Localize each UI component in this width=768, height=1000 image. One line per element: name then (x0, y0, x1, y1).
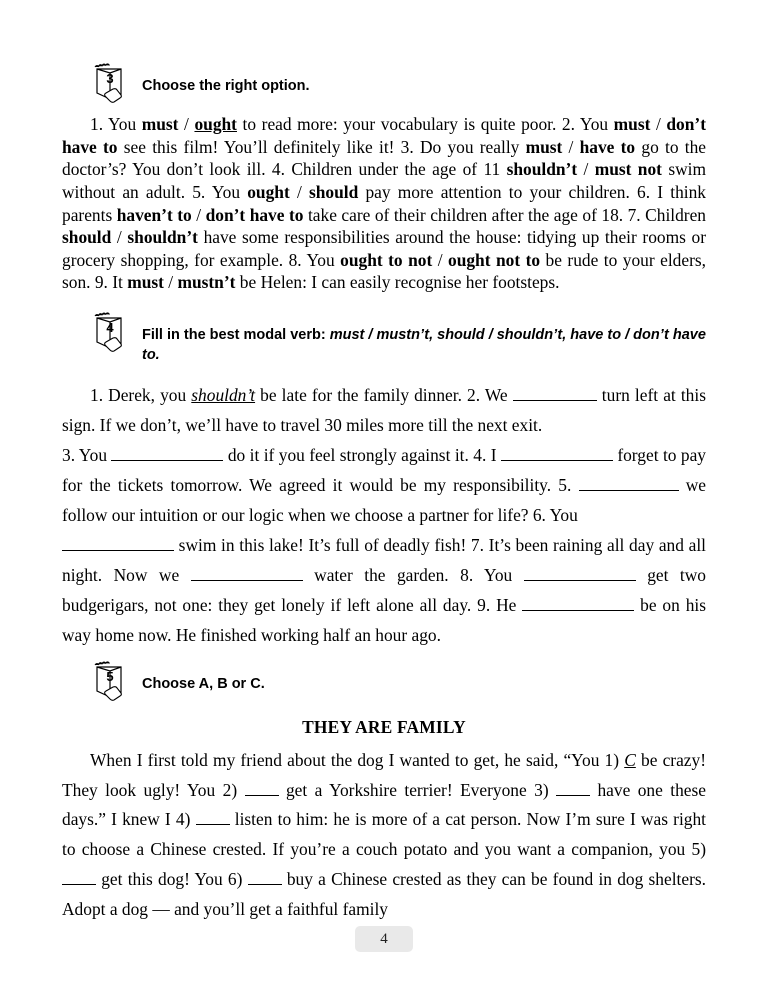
answer-blank[interactable] (522, 610, 634, 611)
t: / (163, 272, 178, 293)
t: be on his way home now. He finished working half an hour ago. (62, 594, 706, 645)
svg-text:4: 4 (106, 320, 114, 335)
t: buy a Chinese crested as they can be found in dog shelters. Adopt a dog — and you’ll get a faithful family (62, 869, 706, 920)
t: shouldn’t (127, 227, 198, 248)
notepad-hand-icon (90, 63, 134, 107)
exercise-4-header (62, 312, 706, 365)
exercise-4-title-plain: Fill in the best modal verb: (142, 327, 330, 343)
t: must (613, 114, 651, 134)
t: get this dog! You 6) (96, 869, 248, 890)
t: 3. You (62, 445, 112, 465)
t: see this film! You’ll definitely like it! 3. Do you really (117, 136, 526, 157)
answer-blank[interactable] (245, 795, 279, 796)
t: / (650, 114, 667, 134)
t: go to the doctor’s? You don’t look ill. 4. Children under the age of 11 (62, 136, 707, 180)
t: must (127, 272, 164, 293)
t: ought (247, 181, 290, 202)
t: be crazy! They look ugly! You 2) (62, 749, 707, 800)
t: get two budgerigars, not one: they get lonely if left alone all day. 9. He (62, 564, 707, 615)
t: be Helen: I can easily recognise her footsteps. (235, 272, 560, 293)
t: ought to not (340, 249, 433, 270)
answer-blank[interactable] (196, 824, 230, 825)
t: take care of their children after the age of 18. 7. Children (303, 204, 707, 225)
t: do it if you feel strongly against it. 4. I (223, 445, 501, 465)
page-number: 4 (355, 926, 413, 952)
answer-blank[interactable] (556, 795, 590, 796)
exercise-3-title: Choose the right option. (142, 78, 310, 94)
t: pay more attention to your children. 6. I think parents (62, 181, 706, 225)
exercise-5-title: Choose A, B or C. (142, 675, 265, 692)
t: we follow our intuition or our logic when we choose a partner for life? 6. You (62, 474, 706, 525)
t: / (562, 136, 580, 157)
t: 1. You (90, 114, 142, 134)
t: swim without an adult. 5. You (62, 159, 706, 202)
t: listen to him: he is more of a cat person. Now I’m sure I was right to choose a Chinese crested. If you’re a couch potato and you want a companion, you 5) (62, 809, 707, 860)
exercise-4-title-italic: must / mustn’t, should / shouldn’t, have to / don’t have to. (142, 327, 706, 363)
t: have to (579, 136, 636, 157)
t: to read more: your vocabulary is quite poor. 2. You (236, 114, 614, 134)
exercise-5-header (62, 661, 706, 705)
t: should (308, 181, 359, 202)
t: be rude to your elders, son. 9. It (62, 249, 706, 293)
svg-text:5: 5 (106, 668, 114, 684)
t: / (191, 204, 206, 225)
answer-blank[interactable] (111, 460, 223, 461)
t: / (289, 181, 309, 202)
exercise-4-line-3 (62, 531, 706, 651)
filled-answer: shouldn’t (191, 385, 256, 406)
exercise-4-title (142, 312, 706, 365)
t: must not (594, 159, 662, 180)
t: shouldn’t (506, 159, 578, 180)
t: haven’t to (116, 204, 192, 225)
t: ought (194, 114, 237, 134)
t: must (525, 136, 563, 157)
answer-blank[interactable] (579, 490, 679, 491)
t: turn left at this sign. If we don’t, we’ll have to travel 30 miles more till the next exit. (62, 385, 706, 436)
notepad-hand-icon (90, 312, 134, 356)
t: water the garden. 8. You (302, 564, 524, 585)
t: don’t have to (205, 204, 304, 225)
notepad-hand-icon (90, 661, 134, 705)
t: forget to pay for the tickets tomorrow. We agreed it would be my responsibility. 5. (62, 445, 706, 495)
filled-answer: C (624, 749, 636, 770)
t: 1. Derek, you (90, 385, 192, 406)
exercise-5-story (62, 746, 706, 926)
t: swim in this lake! It’s full of deadly fish! 7. It’s been raining all day and all night. Now we (62, 534, 706, 585)
story-title: THEY ARE FAMILY (302, 716, 466, 737)
t: be late for the family dinner. 2. We (255, 385, 513, 406)
t: have some responsibilities around the house: tidying up their rooms or grocery shopping, for example. 8. You (62, 227, 706, 270)
exercise-3-header (62, 63, 706, 107)
t: ought not to (448, 249, 541, 270)
t: should (62, 227, 112, 248)
answer-blank[interactable] (513, 400, 597, 401)
t: / (178, 114, 195, 134)
exercise-3-sentences (62, 113, 706, 294)
t: must (141, 114, 179, 134)
t: mustn’t (177, 272, 236, 293)
t: don’t have to (62, 114, 706, 157)
t: / (111, 227, 128, 248)
answer-blank[interactable] (524, 580, 636, 581)
answer-blank[interactable] (62, 884, 96, 885)
t: When I first told my friend about the dog I wanted to get, he said, “You 1) (90, 749, 625, 770)
answer-blank[interactable] (191, 580, 303, 581)
t: / (577, 159, 595, 180)
t: get a Yorkshire terrier! Everyone 3) (278, 779, 557, 800)
t: / (432, 249, 448, 270)
svg-text:3: 3 (106, 71, 114, 86)
t: have one these days.” I knew I 4) (62, 779, 706, 830)
answer-blank[interactable] (501, 460, 613, 461)
answer-blank[interactable] (248, 884, 282, 885)
exercise-4-line-2 (62, 441, 706, 531)
answer-blank[interactable] (62, 550, 174, 551)
exercise-4-line-1 (62, 381, 706, 441)
